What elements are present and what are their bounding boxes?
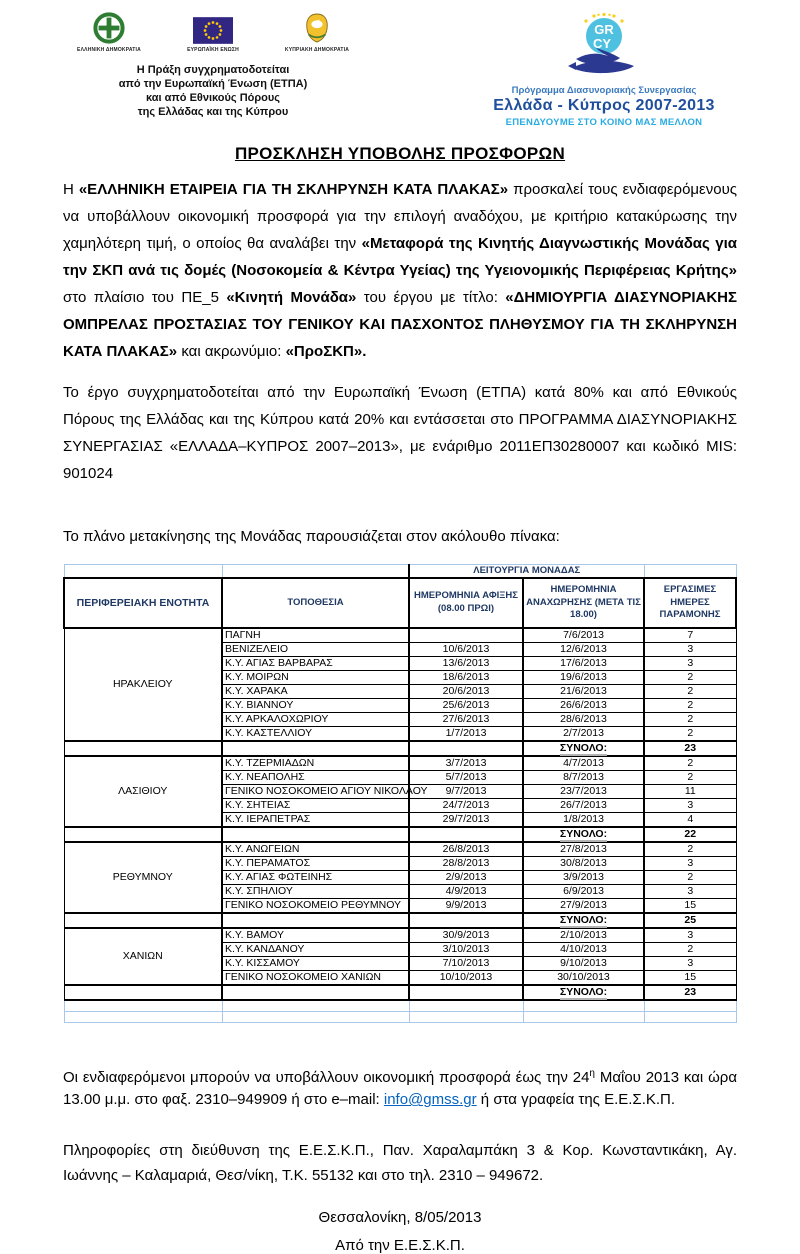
text-run: Μαΐου 2013 και ώρα 13.00 μ.μ. στο φαξ. 2310–949909 ή στο e–mail: <box>63 1069 738 1109</box>
national-logos-row <box>63 12 363 53</box>
superscript: η <box>589 1068 595 1079</box>
location-cell: ΓΕΝΙΚΟ ΝΟΣΟΚΟΜΕΙΟ ΧΑΝΙΩΝ <box>222 971 409 986</box>
departure-date-cell: 7/6/2013 <box>523 628 644 643</box>
arrival-date-cell: 24/7/2013 <box>409 799 523 813</box>
cofunding-line: της Ελλάδας και της Κύπρου <box>137 106 289 118</box>
total-label-text: ΣΥΝΟΛΟ: <box>559 985 608 998</box>
table-cell <box>64 827 222 842</box>
departure-date-cell: 23/7/2013 <box>523 785 644 799</box>
total-label-text: ΣΥΝΟΛΟ: <box>559 827 608 840</box>
departure-date-cell: 30/10/2013 <box>523 971 644 986</box>
column-header: ΗΜΕΡΟΜΗΝΙΑ ΑΦΙΞΗΣ (08.00 ΠΡΩΙ) <box>409 578 523 628</box>
cyprus-emblem-icon <box>303 12 331 44</box>
text-run: ή στα γραφεία της Ε.Ε.Σ.Κ.Π. <box>476 1091 676 1109</box>
location-cell: Κ.Υ. ΑΡΚΑΛΟΧΩΡΙΟΥ <box>222 713 409 727</box>
header <box>63 12 737 128</box>
table-row <box>64 565 736 579</box>
table-cell <box>64 1000 222 1012</box>
text-run-bold: «ΠροΣΚΠ». <box>285 343 367 360</box>
table-cell <box>64 985 222 1000</box>
text-run-bold: «ΕΛΛΗΝΙΚΗ ΕΤΑΙΡΕΙΑ ΓΙΑ ΤΗ ΣΚΛΗΡΥΝΣΗ ΚΑΤΑ ΠΛΑΚΑΣ» <box>78 181 509 198</box>
table-empty-row <box>64 1000 736 1012</box>
location-cell: Κ.Υ. ΠΕΡΑΜΑΤΟΣ <box>222 857 409 871</box>
text-run-bold: «ΔΗΜΙΟΥΡΓΙΑ ΔΙΑΣΥΝΟΡΙΑΚΗΣ ΟΜΠΡΕΛΑΣ ΠΡΟΣΤΑΣΙΑΣ ΤΟΥ ΓΕΝΙΚΟΥ ΚΑΙ ΠΑΣΧΟΝΤΟΣ ΠΛΗΘΥΣΜΟΥ ΓΙΑ ΤΗ ΣΚΛΗΡΥΝΣΗ ΚΑΤΑ ΠΛΑΚΑΣ» <box>63 289 737 360</box>
section-total-row <box>64 741 736 756</box>
table-cell <box>64 913 222 928</box>
departure-date-cell: 6/9/2013 <box>523 885 644 899</box>
location-cell: Κ.Υ. ΑΝΩΓΕΙΩΝ <box>222 842 409 857</box>
departure-date-cell: 26/7/2013 <box>523 799 644 813</box>
location-cell: Κ.Υ. ΚΑΝΔΑΝΟΥ <box>222 943 409 957</box>
working-days-cell: 2 <box>644 756 736 771</box>
location-cell: Κ.Υ. ΝΕΑΠΟΛΗΣ <box>222 771 409 785</box>
total-value-cell: 22 <box>644 827 736 842</box>
arrival-date-cell: 10/6/2013 <box>409 643 523 657</box>
program-subtitle: Πρόγραμμα Διασυνοριακής Συνεργασίας <box>511 85 697 96</box>
location-cell: ΓΕΝΙΚΟ ΝΟΣΟΚΟΜΕΙΟ ΑΓΙΟΥ ΝΙΚΟΛΑΟΥ <box>222 785 409 799</box>
location-cell: Κ.Υ. ΒΑΜΟΥ <box>222 928 409 943</box>
total-value-cell: 23 <box>644 985 736 1000</box>
cofunding-line: από την Ευρωπαϊκή Ένωση (ΕΤΠΑ) <box>118 78 308 90</box>
working-days-cell: 2 <box>644 943 736 957</box>
table-cell <box>523 1000 644 1012</box>
column-header: ΠΕΡΙΦΕΡΕΙΑΚΗ ΕΝΟΤΗΤΑ <box>64 578 222 628</box>
table-cell <box>222 1000 409 1012</box>
working-days-cell: 2 <box>644 871 736 885</box>
region-cell: ΡΕΘΥΜΝΟΥ <box>64 842 222 913</box>
program-logo-block <box>479 12 729 128</box>
working-days-cell: 4 <box>644 813 736 828</box>
arrival-date-cell: 29/7/2013 <box>409 813 523 828</box>
departure-date-cell: 8/7/2013 <box>523 771 644 785</box>
working-days-cell: 2 <box>644 685 736 699</box>
text-run: Οι ενδιαφερόμενοι μπορούν να υποβάλλουν οικονομική προσφορά έως την 24 <box>63 1069 590 1086</box>
location-cell: ΓΕΝΙΚΟ ΝΟΣΟΚΟΜΕΙΟ ΡΕΘΥΜΝΟΥ <box>222 899 409 914</box>
table-cell <box>64 1012 222 1023</box>
region-cell: ΛΑΣΙΘΙΟΥ <box>64 756 222 827</box>
arrival-date-cell: 5/7/2013 <box>409 771 523 785</box>
paragraph-table-lead: Το πλάνο μετακίνησης της Μονάδας παρουσιάζεται στον ακόλουθο πίνακα: <box>63 528 560 545</box>
location-cell: Κ.Υ. ΤΖΕΡΜΙΑΔΩΝ <box>222 756 409 771</box>
cofunding-line: Η Πράξη συγχρηματοδοτείται <box>136 64 290 76</box>
departure-date-cell: 21/6/2013 <box>523 685 644 699</box>
working-days-cell: 3 <box>644 643 736 657</box>
departure-date-cell: 12/6/2013 <box>523 643 644 657</box>
working-days-cell: 3 <box>644 957 736 971</box>
logo-caption: ΚΥΠΡΙΑΚΗ ΔΗΜΟΚΡΑΤΙΑ <box>284 47 350 53</box>
table-cell <box>644 565 736 579</box>
email-link[interactable]: info@gmss.gr <box>383 1091 477 1109</box>
column-header: ΤΟΠΟΘΕΣΙΑ <box>222 578 409 628</box>
table-row <box>64 756 736 771</box>
departure-date-cell: 9/10/2013 <box>523 957 644 971</box>
location-cell: Κ.Υ. ΑΓΙΑΣ ΦΩΤΕΙΝΗΣ <box>222 871 409 885</box>
logo-caption: ΕΛΛΗΝΙΚΗ ΔΗΜΟΚΡΑΤΙΑ <box>77 47 141 53</box>
greek-republic-emblem-icon <box>93 12 125 44</box>
departure-date-cell: 1/8/2013 <box>523 813 644 828</box>
total-value-cell: 25 <box>644 913 736 928</box>
table-cell <box>222 565 409 579</box>
departure-date-cell: 26/6/2013 <box>523 699 644 713</box>
section-total-row <box>64 827 736 842</box>
cofunding-line: και από Εθνικούς Πόρους <box>145 92 281 104</box>
location-cell: Κ.Υ. ΧΑΡΑΚΑ <box>222 685 409 699</box>
svg-text:CY: CY <box>592 36 612 51</box>
text-run: Η <box>63 181 79 198</box>
location-cell: ΠΑΓΝΗ <box>222 628 409 643</box>
working-days-cell: 2 <box>644 842 736 857</box>
departure-date-cell: 2/7/2013 <box>523 727 644 742</box>
departure-date-cell: 27/9/2013 <box>523 899 644 914</box>
eu-flag-icon <box>193 17 233 44</box>
departure-date-cell: 30/8/2013 <box>523 857 644 871</box>
working-days-cell: 2 <box>644 713 736 727</box>
working-days-cell: 2 <box>644 771 736 785</box>
working-days-cell: 7 <box>644 628 736 643</box>
working-days-cell: 2 <box>644 699 736 713</box>
region-cell: ΗΡΑΚΛΕΙΟΥ <box>64 628 222 741</box>
arrival-date-cell: 25/6/2013 <box>409 699 523 713</box>
text-run: στο πλαίσιο του ΠΕ_5 <box>63 289 227 306</box>
cofunding-block <box>63 12 363 119</box>
arrival-date-cell: 28/8/2013 <box>409 857 523 871</box>
arrival-date-cell: 7/10/2013 <box>409 957 523 971</box>
location-cell: Κ.Υ. ΜΟΙΡΩΝ <box>222 671 409 685</box>
arrival-date-cell: 30/9/2013 <box>409 928 523 943</box>
schedule-table <box>63 564 737 1023</box>
table-row <box>64 628 736 643</box>
arrival-date-cell: 27/6/2013 <box>409 713 523 727</box>
column-header: ΕΡΓΑΣΙΜΕΣ ΗΜΕΡΕΣ ΠΑΡΑΜΟΝΗΣ <box>644 578 736 628</box>
section-total-row <box>64 985 736 1000</box>
table-cell <box>644 1012 736 1023</box>
text-run-bold: «Κινητή Μονάδα» <box>226 289 357 306</box>
logo-caption: ΕΥΡΩΠΑΪΚΗ ΕΝΩΣΗ <box>187 47 239 53</box>
working-days-cell: 3 <box>644 885 736 899</box>
table-cell <box>409 985 523 1000</box>
text-run: προσκαλεί τους ενδιαφερόμενους να υποβάλλουν οικονομική προσφορά για την επιλογή αναδόχου, με κριτήριο κατακύρωσης την χαμηλότερη τιμή, ο οποίος θα αναλάβει την <box>63 181 738 252</box>
svg-text:GR: GR <box>594 22 614 37</box>
place-date-line: Θεσσαλονίκη, 8/05/2013 <box>318 1208 482 1226</box>
page-title: ΠΡΟΣΚΛΗΣΗ ΥΠΟΒΟΛΗΣ ΠΡΟΣΦΟΡΩΝ <box>234 144 566 163</box>
paragraph-contact: Πληροφορίες στη διεύθυνση της Ε.Ε.Σ.Κ.Π., Παν. Χαραλαμπάκη 3 & Κορ. Κωνσταντικάκη, Αγ. Ιωάννης – Καλαμαριά, Θεσ/νίκη, Τ.Κ. 55132 και στο τηλ. 2310 – 949672. <box>63 1142 737 1185</box>
table-header-row <box>64 578 736 628</box>
table-row <box>64 928 736 943</box>
total-value-cell: 23 <box>644 741 736 756</box>
total-label-cell <box>523 985 644 1000</box>
arrival-date-cell: 4/9/2013 <box>409 885 523 899</box>
departure-date-cell: 27/8/2013 <box>523 842 644 857</box>
location-cell: Κ.Υ. ΣΠΗΛΙΟΥ <box>222 885 409 899</box>
departure-date-cell: 3/9/2013 <box>523 871 644 885</box>
working-days-cell: 2 <box>644 727 736 742</box>
arrival-date-cell: 3/10/2013 <box>409 943 523 957</box>
location-cell: Κ.Υ. ΣΗΤΕΙΑΣ <box>222 799 409 813</box>
arrival-date-cell: 26/8/2013 <box>409 842 523 857</box>
total-label-cell <box>523 913 644 928</box>
arrival-date-cell: 18/6/2013 <box>409 671 523 685</box>
arrival-date-cell: 9/7/2013 <box>409 785 523 799</box>
arrival-date-cell: 10/10/2013 <box>409 971 523 986</box>
table-top-header: ΛΕΙΤΟΥΡΓΙΑ ΜΟΝΑΔΑΣ <box>409 565 644 579</box>
total-label-text: ΣΥΝΟΛΟ: <box>559 741 608 754</box>
total-label-text: ΣΥΝΟΛΟ: <box>559 913 608 926</box>
text-run: του έργου με τίτλο: <box>356 289 506 306</box>
working-days-cell: 3 <box>644 928 736 943</box>
working-days-cell: 2 <box>644 671 736 685</box>
program-title: Ελλάδα - Κύπρος 2007-2013 <box>493 97 715 114</box>
table-cell <box>409 1000 523 1012</box>
total-label-cell <box>523 827 644 842</box>
cyprus-republic-logo <box>278 12 356 53</box>
paragraph-funding: Το έργο συγχρηματοδοτείται από την Ευρωπαϊκή Ένωση (ΕΤΠΑ) κατά 80% και από Εθνικούς Πόρους της Ελλάδας και της Κύπρου κατά 20% και εντάσσεται στο ΠΡΟΓΡΑΜΜΑ ΔΙΑΣΥΝΟΡΙΑΚΗΣ ΣΥΝΕΡΓΑΣΙΑΣ «ΕΛΛΑΔΑ–ΚΥΠΡΟΣ 2007–2013», με ενάριθμο 2011ΕΠ30280007 και κωδικό MIS: 901024 <box>63 384 737 482</box>
departure-date-cell: 28/6/2013 <box>523 713 644 727</box>
working-days-cell: 15 <box>644 971 736 986</box>
location-cell: Κ.Υ. ΒΙΑΝΝΟΥ <box>222 699 409 713</box>
signoff-line: Από την Ε.Ε.Σ.Κ.Π. <box>335 1236 465 1254</box>
working-days-cell: 3 <box>644 657 736 671</box>
departure-date-cell: 4/10/2013 <box>523 943 644 957</box>
paragraph-intro <box>63 176 737 365</box>
cofunding-text <box>63 63 363 119</box>
european-union-logo <box>174 17 252 53</box>
location-cell: Κ.Υ. ΚΑΣΤΕΛΛΙΟΥ <box>222 727 409 742</box>
departure-date-cell: 17/6/2013 <box>523 657 644 671</box>
table-cell <box>222 1012 409 1023</box>
greek-republic-logo <box>70 12 148 53</box>
table-empty-row <box>64 1012 736 1023</box>
table-cell <box>409 1012 523 1023</box>
table-cell <box>409 913 523 928</box>
grcy-program-icon <box>562 12 646 83</box>
table-cell <box>523 1012 644 1023</box>
table-cell <box>64 565 222 579</box>
departure-date-cell: 2/10/2013 <box>523 928 644 943</box>
working-days-cell: 15 <box>644 899 736 914</box>
working-days-cell: 11 <box>644 785 736 799</box>
departure-date-cell: 19/6/2013 <box>523 671 644 685</box>
table-cell <box>409 827 523 842</box>
table-cell <box>64 741 222 756</box>
arrival-date-cell <box>409 628 523 643</box>
table-cell <box>409 741 523 756</box>
arrival-date-cell: 9/9/2013 <box>409 899 523 914</box>
arrival-date-cell: 1/7/2013 <box>409 727 523 742</box>
departure-date-cell: 4/7/2013 <box>523 756 644 771</box>
arrival-date-cell: 13/6/2013 <box>409 657 523 671</box>
location-cell: ΒΕΝΙΖΕΛΕΙΟ <box>222 643 409 657</box>
location-cell: Κ.Υ. ΚΙΣΣΑΜΟΥ <box>222 957 409 971</box>
region-cell: ΧΑΝΙΩΝ <box>64 928 222 985</box>
location-cell: Κ.Υ. ΙΕΡΑΠΕΤΡΑΣ <box>222 813 409 828</box>
table-cell <box>644 1000 736 1012</box>
arrival-date-cell: 3/7/2013 <box>409 756 523 771</box>
working-days-cell: 3 <box>644 799 736 813</box>
working-days-cell: 3 <box>644 857 736 871</box>
table-cell <box>222 985 409 1000</box>
table-cell <box>222 827 409 842</box>
table-row <box>64 842 736 857</box>
column-header: ΗΜΕΡΟΜΗΝΙΑ ΑΝΑΧΩΡΗΣΗΣ (ΜΕΤΑ ΤΙΣ 18.00) <box>523 578 644 628</box>
arrival-date-cell: 2/9/2013 <box>409 871 523 885</box>
location-cell: Κ.Υ. ΑΓΙΑΣ ΒΑΡΒΑΡΑΣ <box>222 657 409 671</box>
paragraph-submission <box>63 1067 737 1111</box>
table-cell <box>222 913 409 928</box>
table-cell <box>222 741 409 756</box>
text-run-bold: «Μεταφορά της Κινητής Διαγνωστικής Μονάδας για την ΣΚΠ ανά τις δομές (Νοσοκομεία & Κέντρα Υγείας) της Υγειονομικής Περιφέρειας Κρήτης» <box>63 235 737 279</box>
text-run: και ακρωνύμιο: <box>177 343 286 360</box>
program-slogan: ΕΠΕΝΔΥΟΥΜΕ ΣΤΟ ΚΟΙΝΟ ΜΑΣ ΜΕΛΛΟΝ <box>505 117 703 128</box>
arrival-date-cell: 20/6/2013 <box>409 685 523 699</box>
section-total-row <box>64 913 736 928</box>
total-label-cell <box>523 741 644 756</box>
